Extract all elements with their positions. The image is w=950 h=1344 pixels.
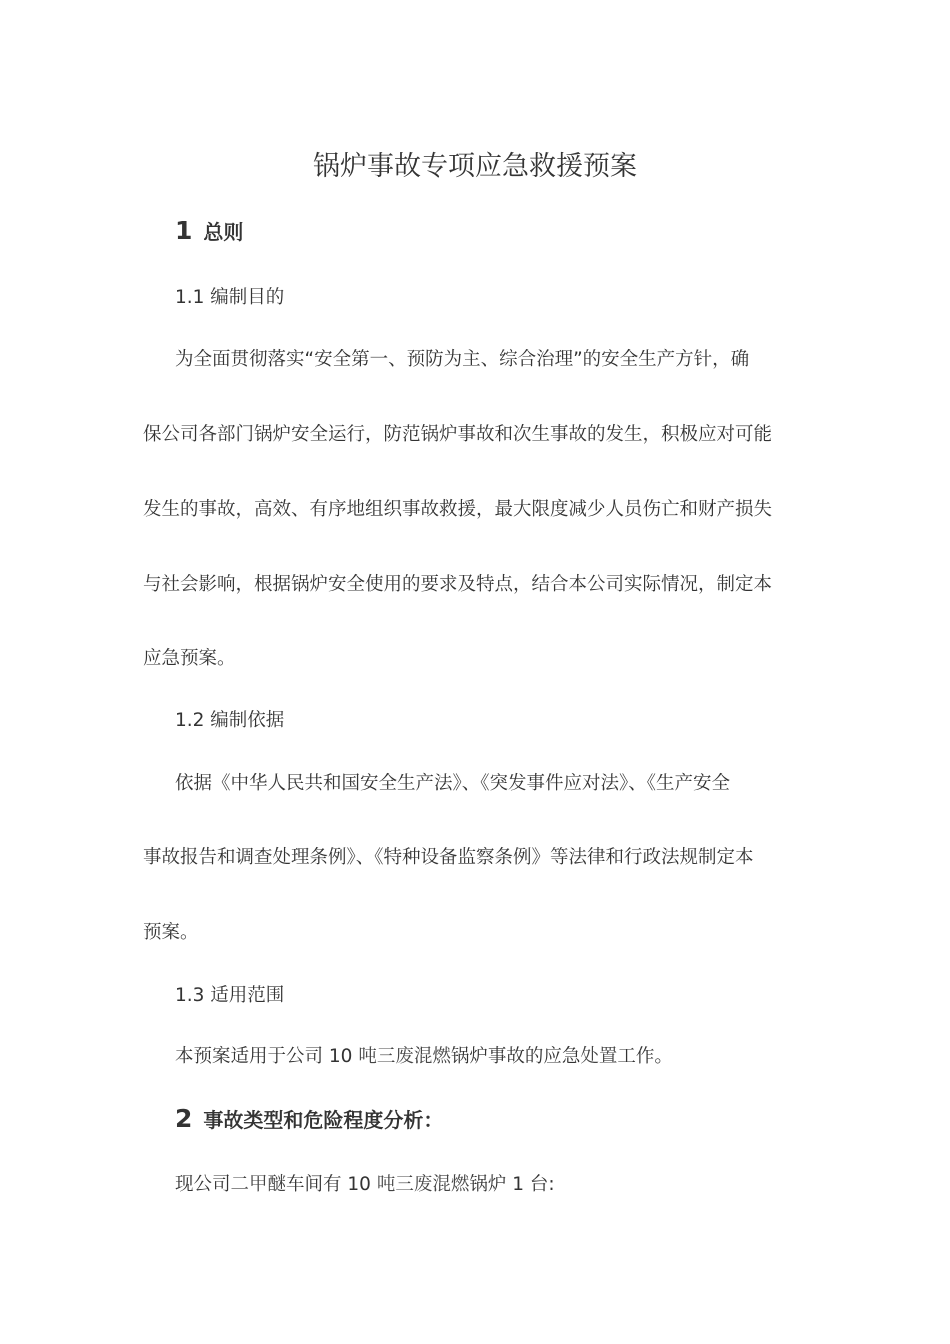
text-run: 锅炉 1 台: (469, 1174, 555, 1195)
paragraph-line (175, 1044, 673, 1070)
text-run: 锅炉事故的应急 (450, 1046, 581, 1067)
paragraph-line: 预案。 (143, 922, 199, 943)
text-run: 车间有 10 (286, 1174, 377, 1195)
text-run: 吨三废混燃 (358, 1046, 451, 1067)
section-2-title: 事故类型和危险程度分析： (203, 1108, 444, 1132)
text-run: 二甲醚 (230, 1174, 287, 1195)
section-1-number: 1 (175, 216, 193, 245)
section-2-heading (175, 1104, 443, 1135)
subsection-1-1-heading: 1.1 编制目的 (175, 287, 285, 308)
section-2-number: 2 (175, 1104, 193, 1133)
paragraph-line (175, 1172, 555, 1198)
paragraph-line: 依据《中华人民共和国安全生产法》、《突发事件应对法》、《生产安全 (175, 773, 731, 794)
text-run: 本预案适用于公司 10 (175, 1046, 359, 1067)
paragraph-line: 为全面贯彻落实“安全第一、预防为主、综合治理”的安全生产方针，确 (175, 349, 750, 370)
paragraph-line: 与社会影响，根据锅炉安全使用的要求及特点，结合本公司实际情况，制定本 (143, 574, 773, 595)
section-1-title: 总则 (203, 220, 244, 244)
document-title: 锅炉事故专项应急救援预案 (313, 151, 637, 182)
text-run: 处置 (580, 1046, 618, 1067)
paragraph-line: 事故报告和调查处理条例》、《特种设备监察条例》等法律和行政法规制定本 (143, 847, 754, 868)
subsection-1-2-heading: 1.2 编制依据 (175, 710, 285, 731)
text-run: 现公司 (175, 1174, 231, 1195)
paragraph-line: 应急预案。 (143, 648, 236, 669)
text-run: 吨三废混燃 (376, 1174, 470, 1195)
paragraph-line: 保公司各部门锅炉安全运行，防范锅炉事故和次生事故的发生，积极应对可能 (143, 424, 773, 445)
section-1-heading (175, 216, 243, 247)
paragraph-line: 发生的事故，高效、有序地组织事故救援，最大限度减少人员伤亡和财产损失 (143, 499, 773, 520)
text-run: 工作。 (617, 1046, 673, 1067)
subsection-1-3-heading: 1.3 适用范围 (175, 985, 285, 1006)
